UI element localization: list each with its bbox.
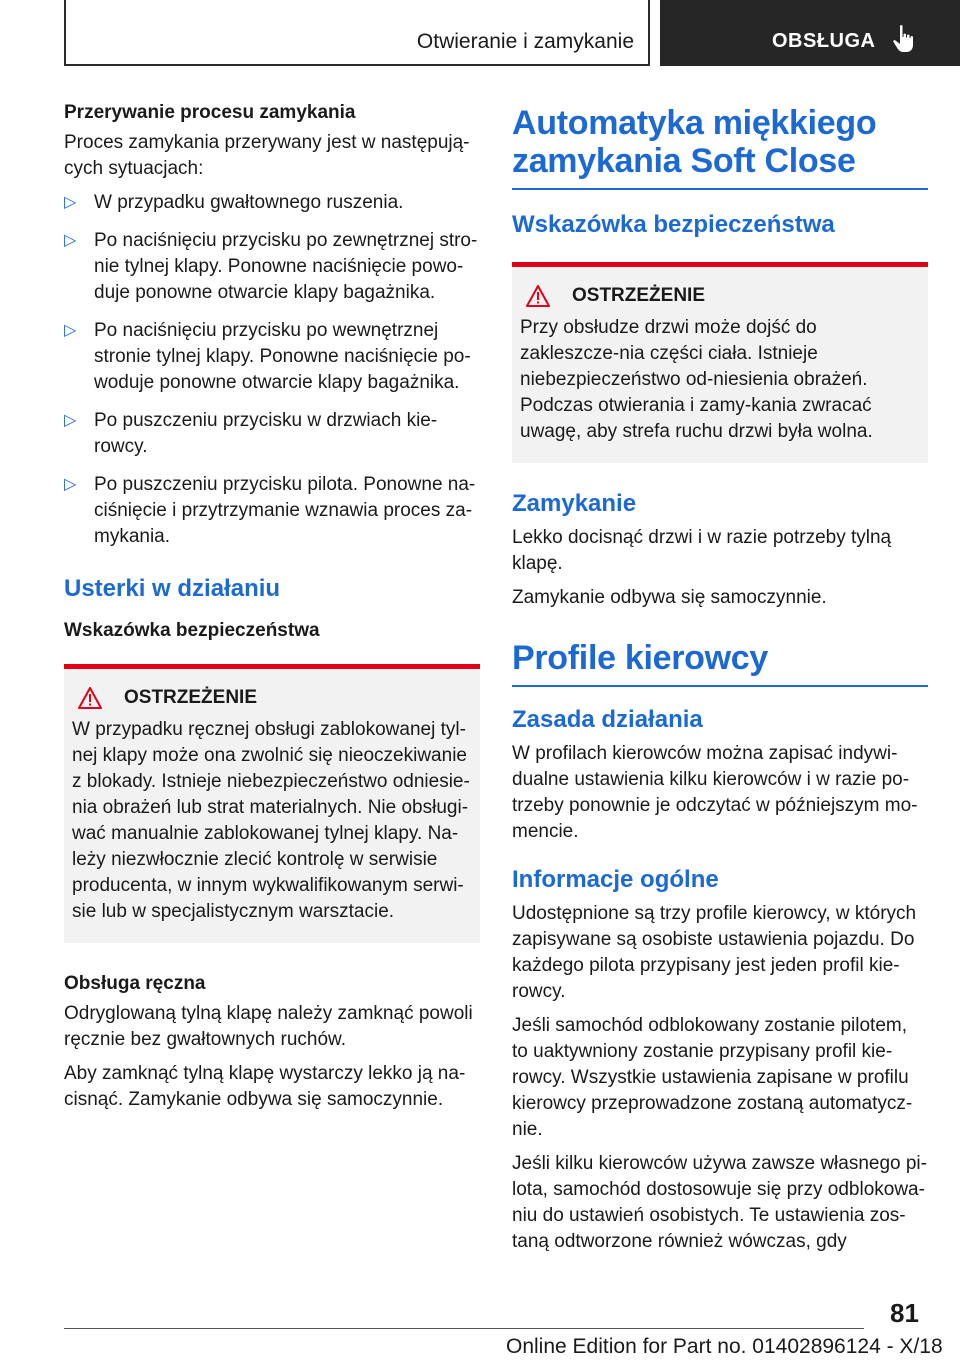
warning-title xyxy=(78,687,472,709)
list-item: ▷ Po puszczeniu przycisku w drzwiach kie‐rowcy. xyxy=(64,410,438,457)
warning-text: Przy obsłudze drzwi może dojść do zakleszcze‐nia części ciała. Istnieje niebezpieczeństwo od‐niesienia obrażeń. Podczas otwierania i zamy‐kania zwracać uwagę, aby strefa ruchu drzwi była wolna. xyxy=(520,317,873,442)
warning-box xyxy=(512,262,928,463)
warning-title xyxy=(526,285,920,307)
header-section-tab xyxy=(64,0,650,66)
hand-pointer-icon xyxy=(892,24,916,54)
closing-paragraph: Lekko docisnąć drzwi i w razie potrzeby tylną klapę. xyxy=(512,527,892,574)
footer-edition: Online Edition for Part no. 01402896124 - X/18 xyxy=(506,1335,943,1358)
list-item: ▷ Po naciśnięciu przycisku po zewnętrznej stro‐nie tylnej klapy. Ponowne naciśnięcie powo‐duje ponowne otwarcie klapy bagażnika. xyxy=(64,230,478,303)
general-paragraph: Jeśli kilku kierowców używa zawsze własnego pi‐lota, samochód dostosowuje się przy odblokowa‐niu do ustawień osobistych. Te ustawienia zos‐taną odtworzone również wówczas, gdy xyxy=(512,1153,927,1252)
closing-paragraph: Zamykanie odbywa się samoczynnie. xyxy=(512,587,827,608)
general-paragraph: Udostępnione są trzy profile kierowcy, w których zapisywane są osobiste ustawienia pojazdu. Do każdego pilota przypisany jest jeden profil kie‐rowcy. xyxy=(512,903,917,1002)
left-column xyxy=(64,100,480,1121)
manual-paragraph: Aby zamknąć tylną klapę wystarczy lekko ją na‐cisnąć. Zamykanie odbywa się samoczynnie. xyxy=(64,1063,466,1110)
warning-box xyxy=(64,664,480,943)
page-number: 81 xyxy=(890,1298,919,1328)
principle-paragraph: W profilach kierowców można zapisać indywi‐dualne ustawienia kilku kierowców i w razie po‐trzeby ponownie je odczytać w późniejszym mo‐mencie. xyxy=(512,743,918,842)
warning-text: W przypadku ręcznej obsługi zablokowanej tyl‐nej klapy może ona zwolnić się nieoczekiwanie z blokady. Istnieje niebezpieczeństwo odniesie‐nia obrażeń lub strat materialnych. Nie obsługi‐wać manualnie zablokowanej tylnej klapy. Na‐leży niezwłocznie zlecić kontrolę w serwisie producenta, w innym wykwalifikowanym serwi‐sie lub w specjalistycznym warsztacie. xyxy=(72,719,470,922)
warning-label: OSTRZEŻENIE xyxy=(124,687,258,708)
list-item: ▷ W przypadku gwałtownego ruszenia. xyxy=(64,190,480,216)
triangle-bullet-icon: ▷ xyxy=(64,232,77,249)
right-column xyxy=(512,104,928,1263)
header-section-title: Otwieranie i zamykanie xyxy=(416,30,634,53)
interrupt-list xyxy=(64,190,480,550)
triangle-bullet-icon: ▷ xyxy=(64,322,77,339)
warning-triangle-icon xyxy=(526,285,550,307)
header-chapter-tab xyxy=(660,0,960,66)
interrupt-title: Przerywanie procesu zamykania xyxy=(64,102,356,123)
profiles-title: Profile kierowcy xyxy=(512,639,768,677)
list-item: ▷ Po naciśnięciu przycisku po wewnętrznej stronie tylnej klapy. Ponowne naciśnięcie po‐woduje ponowne otwarcie klapy bagażnika. xyxy=(64,320,471,393)
triangle-bullet-icon: ▷ xyxy=(64,476,77,493)
list-item: ▷ Po puszczeniu przycisku pilota. Ponowne na‐ciśnięcie i przytrzymanie wznawia proces za‐mykania. xyxy=(64,474,476,547)
principle-heading: Zasada działania xyxy=(512,706,703,733)
softclose-title: Automatyka miękkiego zamykania Soft Close xyxy=(512,104,877,180)
safety-heading: Wskazówka bezpieczeństwa xyxy=(512,211,835,238)
general-heading: Informacje ogólne xyxy=(512,866,719,893)
malfunction-heading: Usterki w działaniu xyxy=(64,575,281,602)
title-rule xyxy=(512,685,928,687)
footer-rule xyxy=(64,1328,864,1329)
warning-triangle-icon xyxy=(78,687,102,709)
manual-title: Obsługa ręczna xyxy=(64,973,206,994)
triangle-bullet-icon: ▷ xyxy=(64,194,77,211)
interrupt-intro: Proces zamykania przerywany jest w następują‐cych sytuacjach: xyxy=(64,132,470,179)
title-rule xyxy=(512,188,928,190)
triangle-bullet-icon: ▷ xyxy=(64,412,77,429)
warning-label: OSTRZEŻENIE xyxy=(572,285,706,306)
header-chapter-title: OBSŁUGA xyxy=(772,30,876,52)
manual-paragraph: Odryglowaną tylną klapę należy zamknąć powoli ręcznie bez gwałtownych ruchów. xyxy=(64,1003,473,1050)
general-paragraph: Jeśli samochód odblokowany zostanie pilotem, to uaktywniony zostanie przypisany profil kie‐rowcy. Wszystkie ustawienia zapisane w profilu kierowcy przeprowadzone zostaną automatycz‐nie. xyxy=(512,1015,913,1140)
safety-subhead: Wskazówka bezpieczeństwa xyxy=(64,620,320,641)
closing-heading: Zamykanie xyxy=(512,490,637,517)
